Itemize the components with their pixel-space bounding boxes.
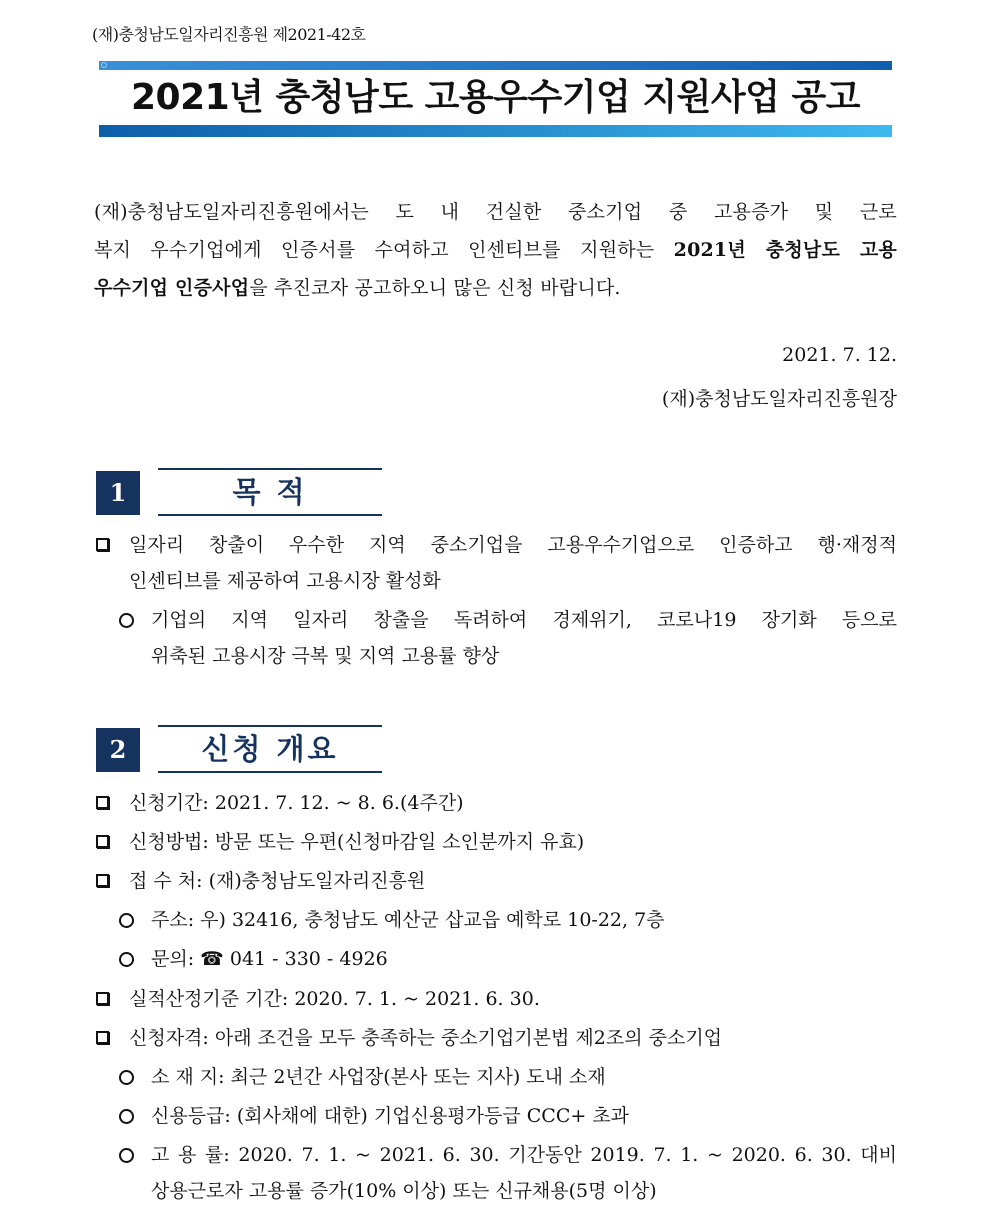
document-number: (재)충청남도일자리진흥원 제2021-42호	[92, 25, 366, 44]
contact-phone: 041 - 330 - 4926	[223, 948, 388, 970]
square-bullet-icon	[96, 538, 109, 551]
announcement-date: 2021. 7. 12.	[782, 344, 897, 366]
circle-bullet-icon	[119, 613, 134, 628]
contact-line	[151, 944, 388, 974]
purpose-item-line-1: 일자리 창출이 우수한 지역 중소기업을 고용우수기업으로 인증하고 행·재정적	[129, 534, 897, 556]
eligibility-employment-line-1: 고 용 률: 2020. 7. 1. ~ 2021. 6. 30. 기간동안 2019. 7. 1. ~ 2020. 6. 30. 대비	[151, 1144, 897, 1166]
section-heading: 신청 개요	[158, 725, 382, 773]
square-bullet-icon	[96, 992, 109, 1005]
eligibility-employment-line-2: 상용근로자 고용률 증가(10% 이상) 또는 신규채용(5명 이상)	[151, 1180, 657, 1202]
intro-highlight-1: 2021년 충청남도 고용	[673, 239, 897, 261]
intro-highlight-2: 우수기업 인증사업	[94, 277, 250, 299]
circle-bullet-icon	[119, 1148, 134, 1163]
bar-dot	[101, 62, 107, 68]
page-title: 2021년 충청남도 고용우수기업 지원사업 공고	[130, 77, 861, 118]
circle-bullet-icon	[119, 913, 134, 928]
contact-label: 문의:	[151, 948, 201, 970]
title-top-bar	[99, 61, 892, 70]
eligibility: 신청자격: 아래 조건을 모두 충족하는 중소기업기본법 제2조의 중소기업	[129, 1027, 723, 1049]
circle-bullet-icon	[119, 1109, 134, 1124]
square-bullet-icon	[96, 796, 109, 809]
intro-paragraph	[94, 193, 897, 307]
title-bottom-bar	[99, 125, 892, 137]
phone-icon: ☎	[200, 948, 224, 970]
intro-line-3: 을 추진코자 공고하오니 많은 신청 바랍니다.	[249, 277, 621, 299]
signer: (재)충청남도일자리진흥원장	[661, 388, 897, 410]
office-address: 주소: 우) 32416, 충청남도 예산군 삽교읍 예학로 10-22, 7층	[151, 909, 665, 931]
application-period: 신청기간: 2021. 7. 12. ~ 8. 6.(4주간)	[129, 792, 464, 814]
purpose-item-line-2: 인센티브를 제공하여 고용시장 활성화	[129, 570, 441, 592]
eligibility-location: 소 재 지: 최근 2년간 사업장(본사 또는 지사) 도내 소재	[151, 1066, 606, 1088]
intro-line-1: (재)충청남도일자리진흥원에서는 도 내 건실한 중소기업 중 고용증가 및 근로	[94, 201, 897, 223]
circle-bullet-icon	[119, 1070, 134, 1085]
purpose-sub-line-2: 위축된 고용시장 극복 및 지역 고용률 향상	[151, 645, 500, 667]
application-method: 신청방법: 방문 또는 우편(신청마감일 소인분까지 유효)	[129, 831, 585, 853]
purpose-sub-line-1: 기업의 지역 일자리 창출을 독려하여 경제위기, 코로나19 장기화 등으로	[151, 609, 897, 631]
circle-bullet-icon	[119, 952, 134, 967]
section-number: 1	[96, 471, 140, 515]
section-number: 2	[96, 728, 140, 772]
section-heading: 목 적	[158, 468, 382, 516]
intro-line-2: 복지 우수기업에게 인증서를 수여하고 인센티브를 지원하는	[94, 239, 674, 261]
receiving-office: 접 수 처: (재)충청남도일자리진흥원	[129, 870, 426, 892]
base-period: 실적산정기준 기간: 2020. 7. 1. ~ 2021. 6. 30.	[129, 988, 540, 1010]
square-bullet-icon	[96, 874, 109, 887]
eligibility-credit: 신용등급: (회사채에 대한) 기업신용평가등급 CCC+ 초과	[151, 1105, 630, 1127]
square-bullet-icon	[96, 1031, 109, 1044]
square-bullet-icon	[96, 835, 109, 848]
